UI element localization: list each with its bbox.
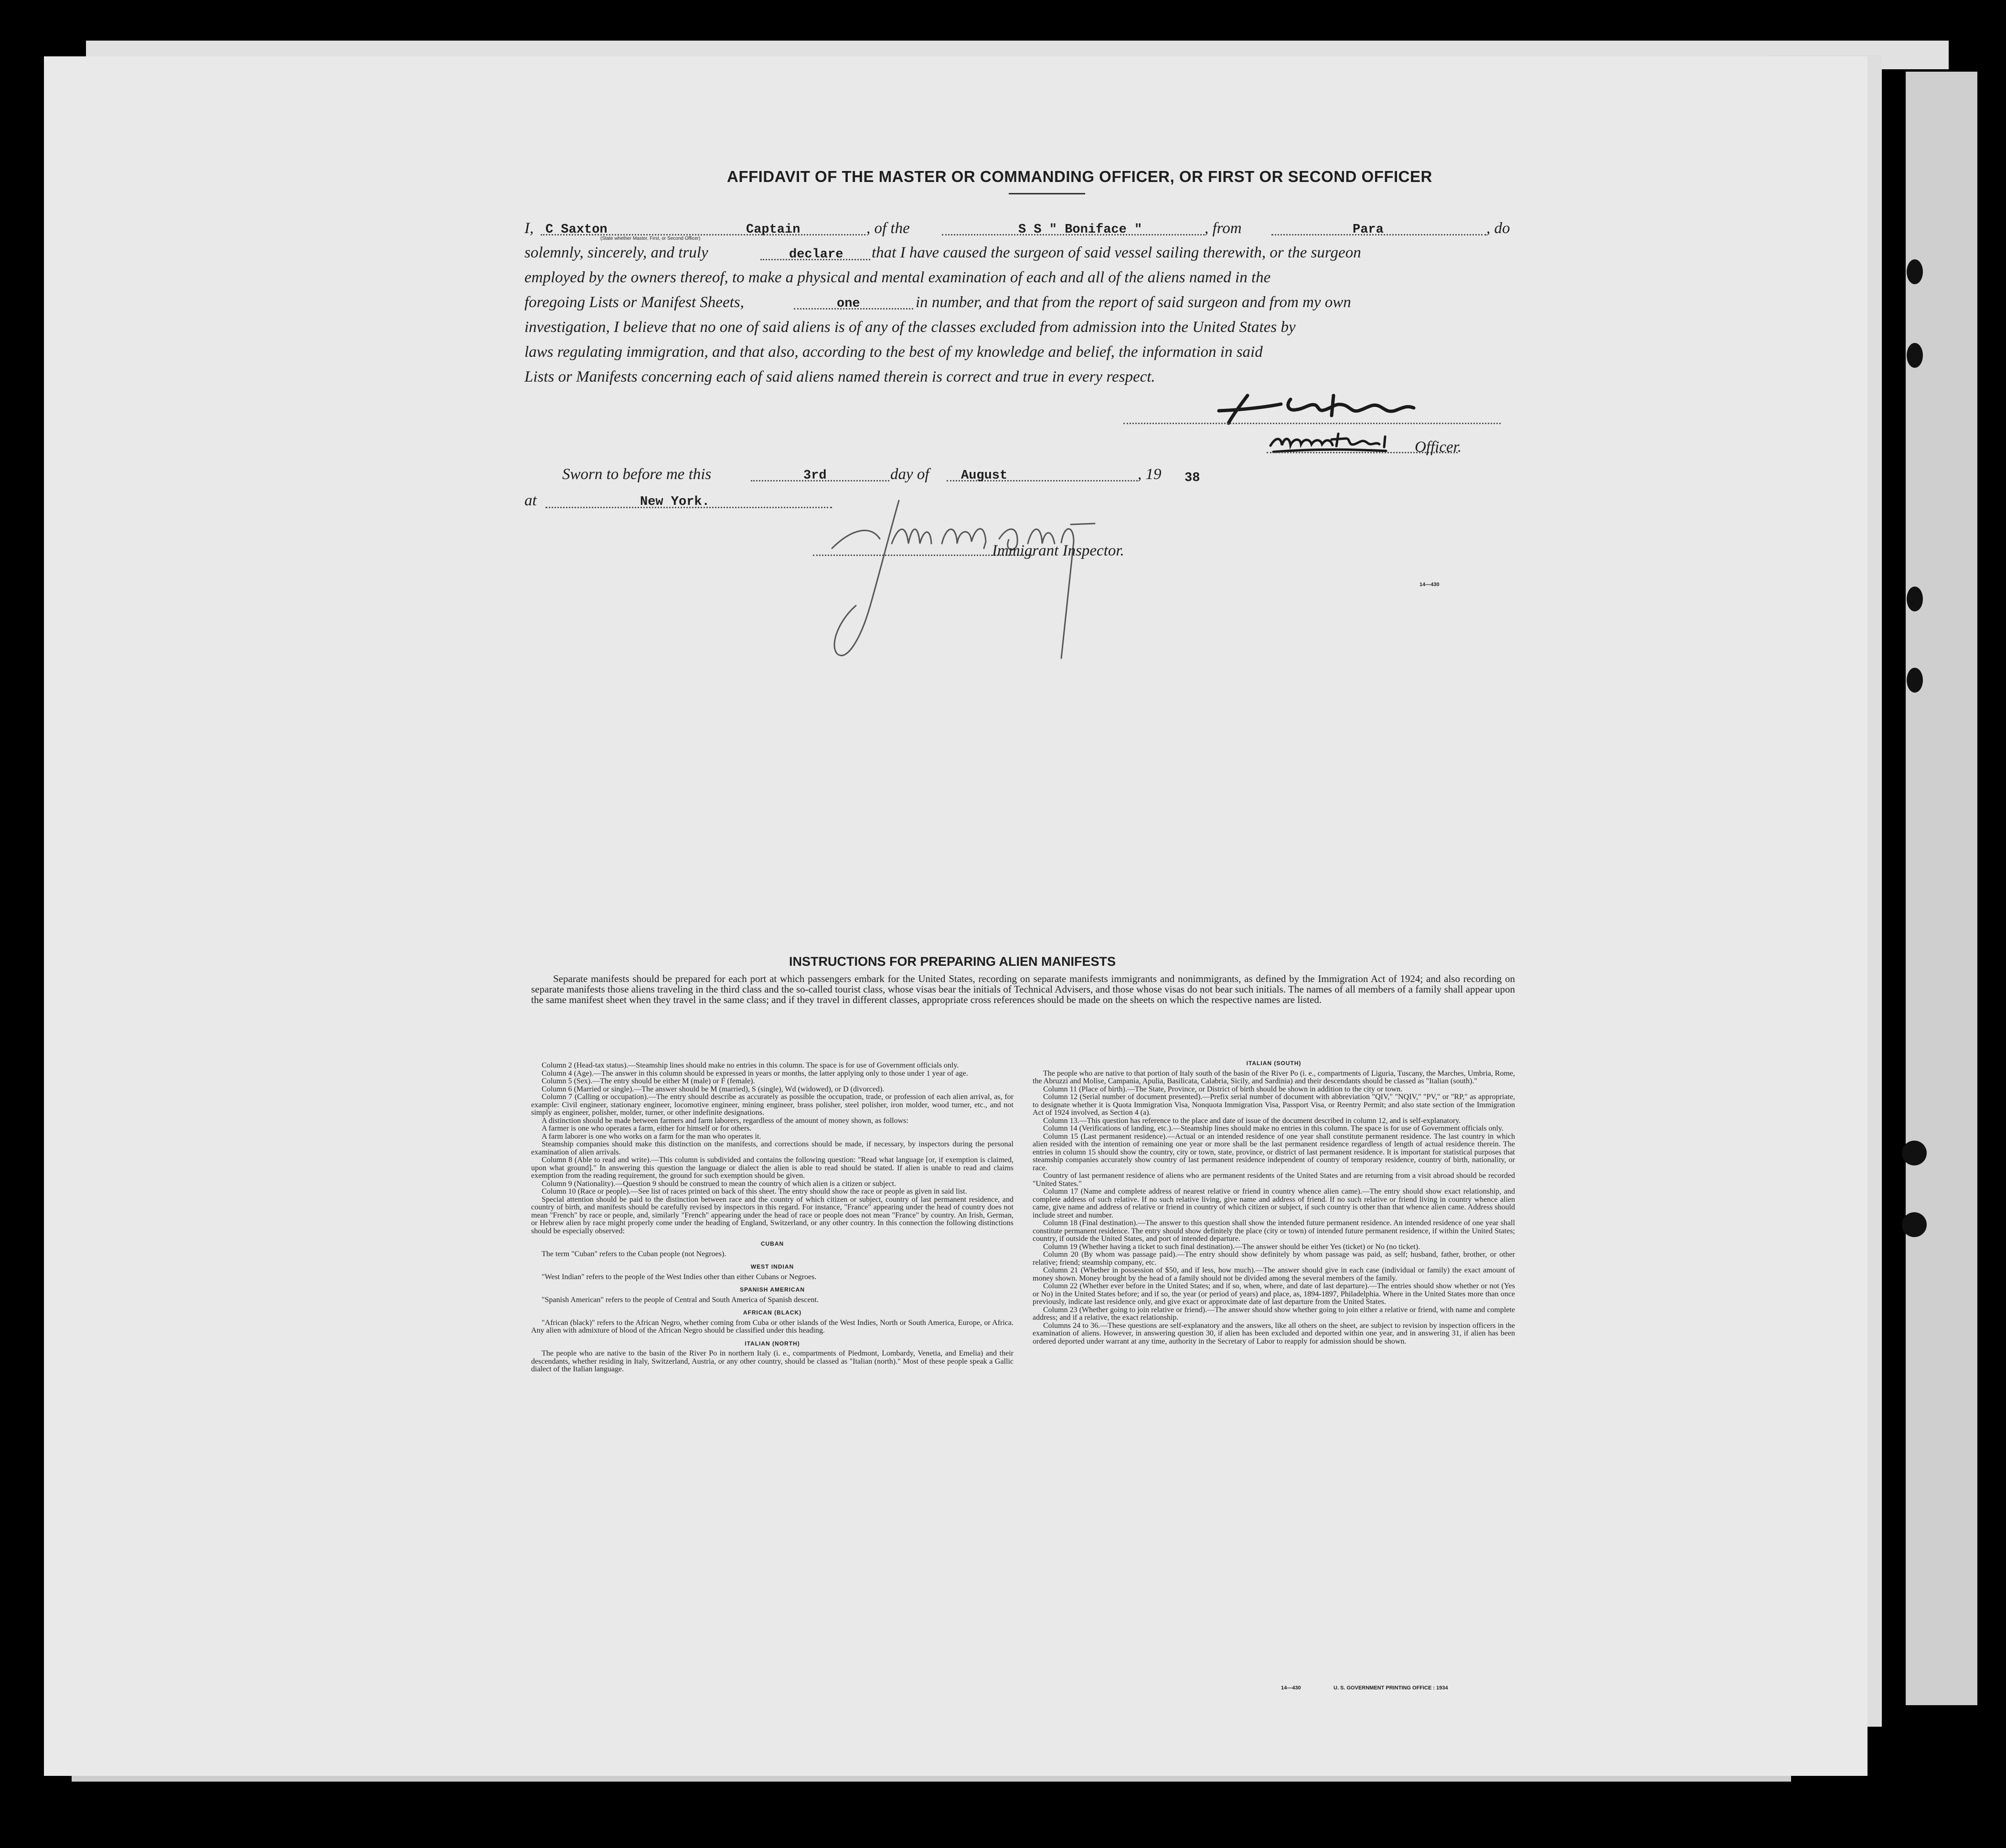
binder-hole-3	[1907, 587, 1923, 611]
affidavit-line-2b: that I have caused the surgeon of said vessel sailing therewith, or the surgeon	[872, 244, 1361, 261]
affidavit-line-4b: in number, and that from the report of said surgeon and from my own	[916, 294, 1351, 311]
affidavit-line-4a: foregoing Lists or Manifest Sheets,	[524, 294, 744, 311]
sworn-text-b: day of	[890, 466, 929, 483]
manifest-sheet	[44, 56, 1867, 1776]
instr-farm-laborer: A farm laborer is one who works on a farm for the man who operates it.	[542, 1132, 761, 1141]
instr-col-17: Column 17 (Name and complete address of nearest relative or friend in country whence alien came).—The entry should show exact relationship, and complete address of such relative. If no such relative living, give name and address of friend. If no such relative or friend living in country whence alien came, give name and address of relative or friend in country of which citizen or subject, if such country is other than that whence alien came. Address should include street and number.	[1033, 1187, 1515, 1219]
heading-african: AFRICAN (BLACK)	[743, 1309, 802, 1316]
instr-special-attention: Special attention should be paid to the distinction between race and the country of which citizen or subject, country of last permanent residence, and country of birth, and manifests should be carefully revised by inspectors in this regard. For instance, "France" appearing under the head of country does not mean "French" by race or people, and, similarly "French" appearing under the head of race or people does not mean "France" by country. An Irish, German, or Hebrew alien by race might properly come under the heading of England, Switzerland, or any other country. In this connection the following distinctions should be especially observed:	[531, 1195, 1014, 1235]
instr-italian-south: The people who are native to that portion of Italy south of the basin of the River Po (i. e., compartments of Liguria, Tuscany, the Marches, Umbria, Rome, the Abruzzi and Molise, Campania, Apulia, Basilicata, Calabria, Sicily, and Sardinia) and their descendants should be classed as "Italian (south)."	[1033, 1069, 1515, 1085]
instr-col-21: Column 21 (Whether in possession of $50, and if less, how much).—The answer should give in each case (individual or family) the exact amount of money shown. Money brought by the head of a family should not be divided among the several members of the family.	[1033, 1266, 1515, 1282]
paper-edge-right-outer	[1906, 72, 1977, 1705]
affidavit-line-2a: solemnly, sincerely, and truly	[524, 244, 708, 261]
vessel-name: S S " Boniface "	[1018, 223, 1142, 237]
instr-italian-north: The people who are native to the basin of the River Po in northern Italy (i. e., compartments of Piedmont, Lombardy, Venetia, and Emelia) and their descendants, whether residing in Italy, Switzerland, Austria, or any other country, should be classed as "Italian (north)." Most of these people speak a Gallic dialect of the Italian language.	[531, 1349, 1014, 1373]
heading-spanish-american: SPANISH AMERICAN	[739, 1286, 805, 1293]
heading-italian-north: ITALIAN (NORTH)	[745, 1340, 800, 1347]
instructions-right-column	[1033, 1059, 1515, 1346]
instr-col-9: Column 9 (Nationality).—Question 9 should be construed to mean the country of which alien is a citizen or subject.	[542, 1179, 896, 1188]
sworn-day: 3rd	[803, 469, 827, 483]
instr-col-6: Column 6 (Married or single).—The answer should be M (married), S (single), Wd (widowed), or D (divorced).	[542, 1085, 885, 1093]
sworn-year: 38	[1184, 471, 1200, 485]
instr-col-18: Column 18 (Final destination).—The answer to this question shall show the intended future permanent residence. An intended residence of one year shall constitute permanent residence. The entry should show definitely the place (city or town) of intended future permanent residence, if within the United States; country, if outside the United States, and port of intended departure.	[1033, 1219, 1515, 1243]
instr-col-20: Column 20 (By whom was passage paid).—The entry should show definitely by whom passage was paid, as self; husband, father, brother, or other relative; friend; steamship company, etc.	[1033, 1250, 1515, 1267]
affidavit-line-7: Lists or Manifests concerning each of said aliens named therein is correct and true in every respect.	[524, 368, 1155, 385]
instr-col-7: Column 7 (Calling or occupation).—The entry should describe as accurately as possible the occupation, trade, or profession of each alien arrival, as, for example: Civil engineer, stationary engineer, locomotive engineer, mining engineer, brass polisher, steel polisher, iron molder, wood turner, etc., and not simply as engineer, polisher, molder, turner, or other indefinite designations.	[531, 1093, 1014, 1117]
instr-african: "African (black)" refers to the African Negro, whether coming from Cuba or other islands of the West Indies, North or South America, Europe, or Africa. Any alien with admixture of blood of the African Negro should be classified under this heading.	[531, 1318, 1014, 1335]
sworn-month: August	[961, 469, 1008, 483]
instructions-title: INSTRUCTIONS FOR PREPARING ALIEN MANIFESTS	[789, 954, 1116, 969]
instr-west-indian: "West Indian" refers to the people of the West Indies other than either Cubans or Negroes.	[542, 1272, 817, 1281]
instr-farm-distinction: A distinction should be made between farmers and farm laborers, regardless of the amount of money shown, as follows:	[542, 1116, 908, 1125]
instr-col-22: Column 22 (Whether ever before in the United States; and if so, when, where, and date of last departure).—The entries should show whether or not (Yes or No) in the United States before; and if so, the year (or period of years) and place, as, 1894-1897, Philadelphia. Where in the United States more than once previously, indicate last residence only, and give exact or approximate date of last departure from the United States.	[1033, 1282, 1515, 1306]
sworn-place: New York.	[640, 495, 710, 509]
rank-note: (State whether Master, First, or Second Officer)	[600, 236, 701, 241]
instr-col-12: Column 12 (Serial number of document presented).—Prefix serial number of document with abbreviation "QIV," "NQIV," "PV," or "RP," as appropriate, to designate whether it is Quota Immigration Visa, Nonquota Immigration Visa, Passport Visa, or Reentry Permit; and also state section of the Immigration Act of 1924 involved, as Section 4 (a).	[1033, 1093, 1515, 1117]
instr-col-4: Column 4 (Age).—The answer in this column should be expressed in years or months, the latter applying only to those under 1 year of age.	[542, 1069, 968, 1078]
sworn-text-a: Sworn to before me this	[562, 466, 712, 483]
instructions-intro: Separate manifests should be prepared for each port at which passengers embark for the United States, recording on separate manifests immigrants and nonimmigrants, as defined by the Immigration Act of 1924; and also recording on separate manifests those aliens traveling in the third class and the so-called tourist class, whose visas bear the initials of Technical Advisers, and those whose visas do not bear such initials. The names of all members of a family shall appear upon the same manifest sheet when they travel in the same class; and if they travel in different classes, appropriate cross references should be made on the sheets on which the respective names are listed.	[531, 973, 1515, 1005]
inspector-signature	[803, 496, 1147, 668]
instr-col-15: Column 15 (Last permanent residence).—Actual or an intended residence of one year shall constitute permanent residence. The last country in which alien resided with the intention of remaining one year or more shall be the last permanent residence regardless of length of actual residence therein. The entries in column 15 should show the country, city or town, state, province, or district of last permanent residence. It is important for statistical purposes that steamship companies accurately show country of last permanent residence independent of country of temporary residence, country of birth, nationality, or race.	[1033, 1132, 1515, 1172]
affidavit-do: , do	[1486, 220, 1510, 237]
instr-residence-us: Country of last permanent residence of aliens who are permanent residents of the United States and are returning from a visit abroad should be recorded "United States."	[1033, 1172, 1515, 1188]
footer-form-number: 14—430	[1281, 1685, 1301, 1691]
affidavit-line-3: employed by the owners thereof, to make a physical and mental examination of each and all of the aliens named in the	[524, 269, 1271, 286]
binder-hole-4	[1907, 668, 1923, 693]
instr-col-11: Column 11 (Place of birth).—The State, Province, or District of birth should be shown in addition to the city or town.	[1043, 1085, 1403, 1093]
instr-farmer: A farmer is one who operates a farm, either for himself or for others.	[542, 1124, 752, 1132]
instr-col-5: Column 5 (Sex).—The entry should be either M (male) or F (female).	[542, 1077, 755, 1085]
footer-printer: U. S. GOVERNMENT PRINTING OFFICE : 1934	[1334, 1685, 1448, 1691]
affidavit-form-number: 14—430	[1419, 582, 1440, 588]
affidavit-from: , from	[1205, 220, 1242, 237]
instr-col-24-36: Columns 24 to 36.—These questions are self-explanatory and the answers, like all others on the sheet, are subject to revision by inspection officers in the examination of aliens. However, in answering question 30, if alien has been excluded and deported within one year, and in answering 31, if alien has been ordered deported under warrant at any time, authority in the Secretary of Labor to reapply for admission should be shown.	[1033, 1321, 1515, 1346]
instr-col-14: Column 14 (Verifications of landing, etc.).—Steamship lines should make no entries in this column. The space is for use of Government officials only.	[1043, 1124, 1504, 1132]
instr-col-10: Column 10 (Race or people).—See list of races printed on back of this sheet. The entry should show the race or people as given in said list.	[542, 1187, 967, 1196]
sheets-count: one	[837, 297, 860, 311]
inspector-label: Immigrant Inspector.	[992, 542, 1124, 559]
affidavit-title: AFFIDAVIT OF THE MASTER OR COMMANDING OFFICER, OR FIRST OR SECOND OFFICER	[727, 168, 1432, 185]
declare-word: declare	[789, 247, 843, 262]
affidavit-line-6: laws regulating immigration, and that also, according to the best of my knowledge and belief, the information in said	[524, 343, 1263, 361]
instructions-left-column	[531, 1062, 1014, 1374]
instr-col-23: Column 23 (Whether going to join relative or friend).—The answer should show whether going to join either a relative or friend, with name and complete address; and if a relative, the exact relationship.	[1033, 1305, 1515, 1322]
instr-col-19: Column 19 (Whether having a ticket to such final destination).—The answer should be either Yes (ticket) or No (no ticket).	[1043, 1242, 1420, 1251]
sworn-text-c: , 19	[1138, 466, 1162, 483]
master-name: C Saxton	[545, 223, 608, 237]
port-name: Para	[1353, 223, 1384, 237]
instr-col-8: Column 8 (Able to read and write).—This column is subdivided and contains the following question: "Read what language [or, if exemption is claimed, upon what ground]." In answering this question the language or dialect the alien is able to read should be stated. If alien is unable to read and claims exemption from the reading requirement, the ground for such exemption should be given.	[531, 1156, 1014, 1180]
officer-suffix: Officer.	[1415, 438, 1462, 456]
instr-col-13: Column 13.—This question has reference to the place and date of issue of the document described in column 12, and is self-explanatory.	[1043, 1116, 1461, 1125]
affidavit-word-i: I,	[524, 220, 534, 237]
title-underline	[1009, 193, 1085, 194]
binder-hole-2	[1907, 343, 1923, 368]
instr-cuban: The term "Cuban" refers to the Cuban people (not Negroes).	[542, 1250, 726, 1258]
affidavit-line-5: investigation, I believe that no one of said aliens is of any of the classes excluded from admission into the United States by	[524, 319, 1296, 336]
affidavit-of-the: , of the	[866, 220, 910, 237]
heading-cuban: CUBAN	[760, 1240, 784, 1247]
sworn-at: at	[524, 492, 537, 509]
master-rank: Captain	[746, 223, 800, 237]
binder-hole-5	[1902, 1141, 1927, 1165]
binder-hole-6	[1902, 1212, 1927, 1237]
instr-spanish-american: "Spanish American" refers to the people of Central and South America of Spanish descent.	[542, 1295, 819, 1304]
instr-col-2: Column 2 (Head-tax status).—Steamship lines should make no entries in this column. The space is for use of Government officials only.	[542, 1061, 959, 1069]
heading-italian-south: ITALIAN (SOUTH)	[1246, 1060, 1302, 1067]
heading-west-indian: WEST INDIAN	[750, 1263, 794, 1270]
binder-hole-1	[1907, 259, 1923, 284]
instr-steamship-distinction: Steamship companies should make this distinction on the manifests, and corrections should be made, if necessary, by inspectors during the personal examination of alien arrivals.	[531, 1140, 1014, 1156]
